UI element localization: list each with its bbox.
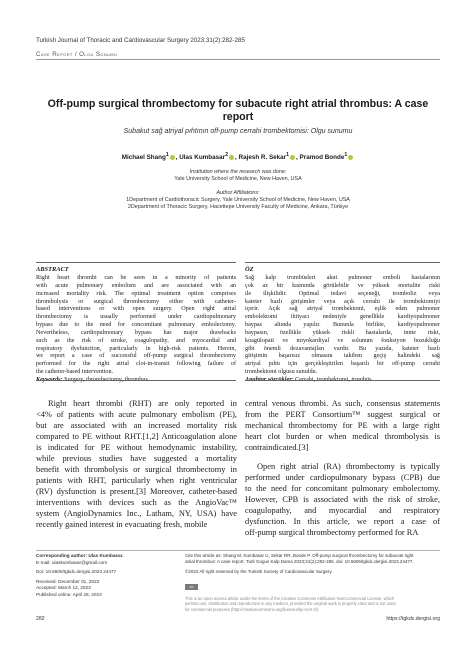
keywords-value: Surgery, thrombectomy, thrombus. [64,376,150,383]
abstract-line: such as the risk of stroke, coagulopathy, and myocardial and [36,337,236,344]
body-line: heart clot burden or when medical thrombolysis is [245,432,440,441]
body-line: contraindicated.[3] [245,443,309,452]
body-line: to the need for concomitant pulmonary embolectomy. [245,484,440,493]
oz-line: girişimin başarısız olmasını takiben geçiş halindeki sağ [245,353,440,360]
copyright: ©2023 All right reserved by the Turkish Society of Cardiovascular Surgery. [185,569,333,574]
body-line: off-pump surgical thrombectomy performed for RA [245,528,419,537]
institution: Yale University School of Medicine, New Haven, USA [174,176,302,182]
license-block [185,578,440,612]
cite-line: atrial thrombus: A case report. Turk Gogus Kalp Dama 2023;31(2):282-285. doi: 10.5606/tgkdc.dergisi.2023.24477. [185,559,414,564]
body-line: <4% of patients with acute pulmonary embolism (PE), [36,410,237,419]
page-number: 282 [36,616,45,622]
creative-commons-icon: cc [185,584,198,590]
body-line: Right heart thrombi (RHT) are only reported in [48,399,237,408]
email[interactable]: E-mail: ulaskumbasar@gmail.com [36,559,108,565]
body-line: but are associated with an increased mortality risk [36,421,237,430]
abstract-line: Right heart thrombi can be seen in a minority of patients [36,275,236,281]
abstract-line: respiratory dysfunction, particularly in high-risk patients. Herein, [36,345,236,352]
article-title: Off-pump surgical thrombectomy for subacute right atrial thrombus: A case report [47,98,429,123]
accepted-date: Accepted: March 12, 2023 [36,585,91,591]
journal-header: Turkish Journal of Thoracic and Cardiovascular Surgery 2023;31(2):282-285 [36,37,245,44]
orcid-icon[interactable] [170,155,175,160]
body-line: dysfunction. In this article, we report a case of [245,517,440,526]
oz-bottom-rule [245,380,440,381]
abstract-line: thrombectomy is usually performed under cardiopulmonary [36,314,236,321]
author-affiliation-number: 1 [344,152,348,158]
header-divider [36,59,440,60]
body-line: mechanical thrombectomy for PE with a large right [245,421,440,430]
body-line: compared to PE without RHT.[1,2] Anticoagulation alone [36,432,237,441]
abstract-line: thrombolysis or surgical thrombectomy either with catheter- [36,298,236,305]
oz-line: baypasın, özellikle yüksek riskli hastalarda, inme riski, [245,329,440,336]
abstract-heading: ABSTRACT [36,266,69,273]
oz-line: gibi önemli dezavantajları vardır. Bu yazıda, kateter bazlı [245,345,440,352]
footer-divider [36,550,440,551]
body-line: performed under cardiopulmonary bypass (CPB) due [245,473,440,482]
license-line: permits use, distribution and reproduction in any medium, provided the original work is properly cited and is not used [185,601,396,607]
oz-line: kateter bazlı girişimler veya açık cerrahi ile trombektomiyi [245,298,440,305]
oz-line: ile ilişkilidir. Optimal tedavi seçeneği, tromboliz veya [245,290,440,297]
oz-line: trombektomi olgusu sunuldu. [245,369,318,376]
oz-line: baypas altında yapılır. Bununla birlikte, kardiyopulmoner [245,322,440,329]
citation-block [185,553,440,612]
abstract-line: with acute pulmonary embolism and are associated with an [36,282,236,289]
oz-heading: ÖZ [245,266,254,273]
affiliation-1: 1Department of Cardiothoracic Surgery, Yale University School of Medicine, New Haven, USA [126,197,350,203]
body-line: benefit with thrombolysis or surgical thrombectomy in [36,465,237,474]
license-line: This is an open access article under the terms of the Creative Commons Attribution-NonCommercial License, which [185,596,395,601]
author-affiliation-number: 2 [225,152,229,158]
oz-top-rule [245,262,440,263]
affiliations-label: Author Affiliations: [216,190,260,196]
body-line: central venous thrombi. As such, consensus statements [245,399,440,408]
abstract-line: performed for the right atrial clot-in-transit following failure of [36,361,236,368]
body-left-column [36,398,237,530]
cite-line: Cite this article as: Shang M, Kumbasar U, Sekar RR, Bonde P. Off-pump surgical thrombectomy for subacute right [185,553,414,558]
abstract-turkish [245,266,440,385]
institution-label: Institution where the research was done: [189,169,287,175]
orcid-icon[interactable] [348,155,353,160]
section-label: Case Report / Olgu Sunumu [36,51,118,58]
body-line: Open right atrial (RA) thrombectomy is typically [257,462,440,471]
license-line: for commercial purposes (http://creativecommons.org/licenses/by-nc/4.0/). [185,606,320,612]
abstract-line: Nevertheless, cardiopulmonary bypass has major drawbacks [36,329,236,336]
oz-body [245,275,440,377]
article-subtitle: Subakut sağ atriyal pıhtının off-pump cerrahi trombektomisi: Olgu sunumu [123,128,353,135]
anahtar-label: Anahtar sözcükler: [245,376,294,383]
body-line: However, CPB is associated with the risk of stroke, [245,495,440,504]
body-line: system (AngioDynamics Inc., Latham, NY, USA) have [36,509,237,518]
published-date: Published online: April 28, 2023 [36,591,102,597]
orcid-icon[interactable] [290,155,295,160]
oz-line: çok az bir kısmında görülebilir ve yüksek mortalite riski [245,282,440,289]
author-name: Ulas Kumbasar [179,154,226,162]
abstract-body [36,275,236,377]
doi[interactable]: Doi: 10.5606/tgkdc.dergisi.2023.24477 [36,569,117,575]
body-line: while previous studies have suggested a mortality [36,454,237,463]
abstract-english [36,266,236,385]
abstract-line: bypass due to the need for concomitant pulmonary embolectomy. [36,322,236,329]
body-line: recently gained interest in evacuating fresh, mobile [36,520,208,529]
abstract-line: based interventions or with open surgery. Open right atrial [36,306,236,313]
body-right-column-para2 [245,461,440,538]
received-date: Received: December 01, 2022 [36,578,100,584]
body-line: is indicated for PE without hemodynamic instability, [36,443,237,452]
author-list: Michael Shang$^1$ , Ulas Kumbasar$^2$ , Rajesh R. Sekar$^1$ , Pramod Bonde$^1$ [36,152,440,161]
body-right-column-para1 [245,398,440,453]
body-line: coagulopathy, and myocardial and respiratory [245,506,440,515]
keywords-label: Keywords: [36,376,63,383]
oz-line: koagülopati ve miyokardiyal ve solunum fonksiyon bozukluğu [245,337,440,344]
body-line: (RV) dysfunction is present.[3] Moreover, catheter-based [36,487,237,496]
body-line: patients with RHT, particularly when right ventricular [36,476,237,485]
abstract-top-rule [36,262,236,263]
author-name: Michael Shang [121,154,166,162]
abstract-line: increased mortality risk. The optimal treatment option comprises [36,290,236,297]
anahtar-value: Cerrahi, trombektomi, trombüs. [295,376,374,383]
corresponding-author: Corresponding author: Ulas Kumbasar. [36,553,124,558]
body-line: from the PERT Consortium™ suggest surgical or [245,410,440,419]
author-name: Rajesh R. Sekar [238,154,287,162]
journal-website[interactable]: https://tgkdc.dergisi.org [386,616,440,622]
oz-line: içerir. Açık sağ atriyal trombektomi, eşlik eden pulmoner [245,306,440,313]
body-line: interventions with devices such as the AngioVac™ [36,498,237,507]
oz-line: Sağ kalp trombüsleri akut pulmoner emboli hastalarının [245,275,440,281]
abstract-bottom-rule [36,380,236,381]
abstract-line: the catheter-based intervention. [36,369,114,376]
author-name: Pramod Bonde [299,154,345,162]
oz-line: atriyal pıhtı için gerçekleştirilen başarılı bir off-pump cerrahi [245,361,440,368]
oz-line: embolektomi ihtiyacı nedeniyle genellikle kardiyopulmoner [245,314,440,321]
affiliation-2: 2Department of Thoracic Surgery, Hacettepe University Faculty of Medicine, Ankara, Türkiye [127,204,349,210]
author-affiliation-number: 1 [286,152,290,158]
orcid-icon[interactable] [229,155,234,160]
abstract-line: we report a case of successful off-pump surgical thrombectomy [36,353,236,360]
author-affiliation-number: 1 [165,152,169,158]
